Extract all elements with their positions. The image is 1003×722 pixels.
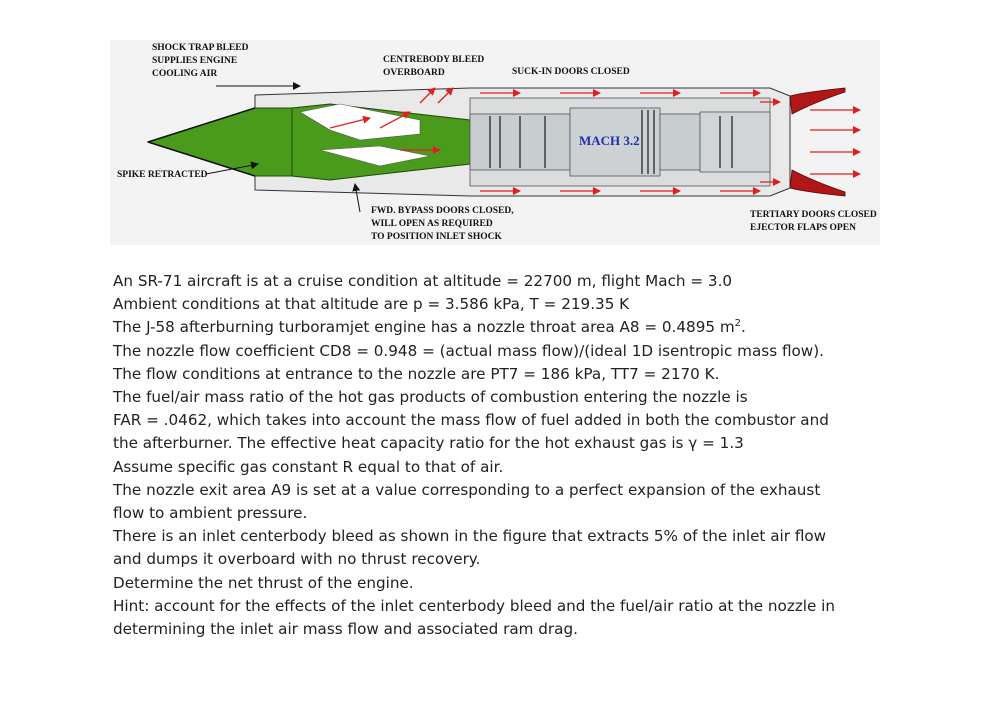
problem-text: The J-58 afterburning turboramjet engine has a nozzle throat area A8 = 0.4895 m xyxy=(113,318,735,337)
label-tertiary-line1: TERTIARY DOORS CLOSED xyxy=(750,210,877,220)
label-tertiary-line2: EJECTOR FLAPS OPEN xyxy=(750,223,856,233)
problem-line: and dumps it overboard with no thrust recovery. xyxy=(113,550,481,569)
engine-diagram xyxy=(0,0,1003,260)
label-shock-trap-line1: SHOCK TRAP BLEED xyxy=(152,43,249,53)
label-mach: MACH 3.2 xyxy=(579,133,640,148)
label-suck-in-doors: SUCK-IN DOORS CLOSED xyxy=(512,67,630,77)
label-bypass-line3: TO POSITION INLET SHOCK xyxy=(371,232,502,242)
problem-line: The nozzle flow coefficient CD8 = 0.948 = (actual mass flow)/(ideal 1D isentropic mass flow). xyxy=(113,341,824,360)
problem-statement xyxy=(113,270,993,641)
label-spike-retracted: SPIKE RETRACTED xyxy=(117,170,208,180)
problem-line xyxy=(113,316,993,339)
problem-line: FAR = .0462, which takes into account the mass flow of fuel added in both the combustor and xyxy=(113,411,829,430)
turbine xyxy=(660,114,700,170)
problem-line: There is an inlet centerbody bleed as shown in the figure that extracts 5% of the inlet air flow xyxy=(113,527,827,546)
problem-line: Ambient conditions at that altitude are p = 3.586 kPa, T = 219.35 K xyxy=(113,295,630,314)
problem-line: Determine the net thrust of the engine. xyxy=(113,573,414,592)
problem-line: determining the inlet air mass flow and associated ram drag. xyxy=(113,620,578,639)
problem-line: flow to ambient pressure. xyxy=(113,504,308,523)
problem-line: The fuel/air mass ratio of the hot gas products of combustion entering the nozzle is xyxy=(113,388,748,407)
problem-line: The flow conditions at entrance to the nozzle are PT7 = 186 kPa, TT7 = 2170 K. xyxy=(113,364,720,383)
problem-line: An SR-71 aircraft is at a cruise condition at altitude = 22700 m, flight Mach = 3.0 xyxy=(113,272,733,290)
label-centrebody-line2: OVERBOARD xyxy=(383,68,445,78)
label-shock-trap-line3: COOLING AIR xyxy=(152,69,218,79)
problem-line: The nozzle exit area A9 is set at a value corresponding to a perfect expansion of the exhaust xyxy=(113,480,821,499)
problem-line: the afterburner. The effective heat capacity ratio for the hot exhaust gas is γ = 1.3 xyxy=(113,434,744,453)
label-bypass-line2: WILL OPEN AS REQUIRED xyxy=(371,219,493,229)
problem-line: Hint: account for the effects of the inlet centerbody bleed and the fuel/air ratio at the nozzle in xyxy=(113,596,836,615)
label-bypass-line1: FWD. BYPASS DOORS CLOSED, xyxy=(371,206,514,216)
problem-line: Assume specific gas constant R equal to that of air. xyxy=(113,457,504,476)
problem-text: . xyxy=(741,318,746,337)
label-centrebody-line1: CENTREBODY BLEED xyxy=(383,55,485,65)
superscript: 2 xyxy=(734,318,742,330)
afterburner xyxy=(700,112,770,172)
label-shock-trap-line2: SUPPLIES ENGINE xyxy=(152,56,238,66)
